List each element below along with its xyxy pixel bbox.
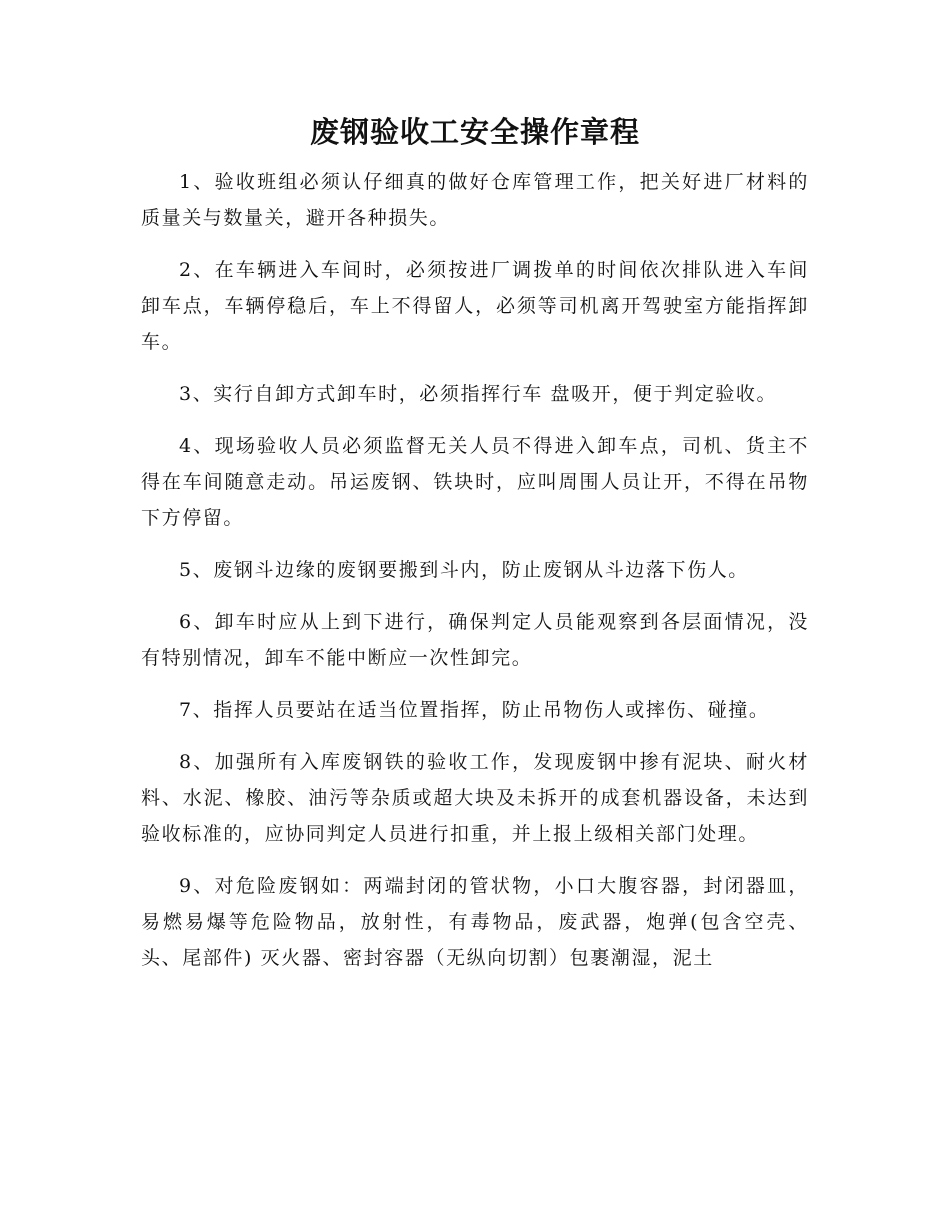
document-title: 废钢验收工安全操作章程 <box>309 115 640 149</box>
clause-3: 3、实行自卸方式卸车时，必须指挥行车 盘吸开，便于判定验收。 <box>179 383 778 405</box>
clause-6: 6、卸车时应从上到下进行，确保判定人员能观察到各层面情况，没有特别情况，卸车不能中断应一次性卸完。 <box>141 611 809 669</box>
clause-8: 8、加强所有入库废钢铁的验收工作，发现废钢中掺有泥块、耐火材料、水泥、橡胶、油污等杂质或超大块及未拆开的成套机器设备，未达到验收标准的，应协同判定人员进行扣重，并上报上级相关部门处理。 <box>141 751 809 845</box>
clause-4: 4、现场验收人员必须监督无关人员不得进入卸车点，司机、货主不得在车间随意走动。吊运废钢、铁块时，应叫周围人员让开，不得在吊物下方停留。 <box>141 435 809 529</box>
clause-7: 7、指挥人员要站在适当位置指挥，防止吊物伤人或摔伤、碰撞。 <box>179 699 770 721</box>
clause-5: 5、废钢斗边缘的废钢要搬到斗内，防止废钢从斗边落下伤人。 <box>179 559 749 581</box>
clause-9: 9、对危险废钢如：两端封闭的管状物，小口大腹容器，封闭器皿，易燃易爆等危险物品，放射性，有毒物品，废武器，炮弹(包含空壳、头、尾部件) 灭火器、密封容器（无纵向切割）包裹潮湿，泥土 <box>141 875 809 969</box>
clause-1: 1、验收班组必须认仔细真的做好仓库管理工作，把关好进厂材料的质量关与数量关，避开各种损失。 <box>141 171 809 229</box>
clause-2: 2、在车辆进入车间时，必须按进厂调拨单的时间依次排队进入车间卸车点，车辆停稳后，车上不得留人，必须等司机离开驾驶室方能指挥卸车。 <box>141 259 809 353</box>
